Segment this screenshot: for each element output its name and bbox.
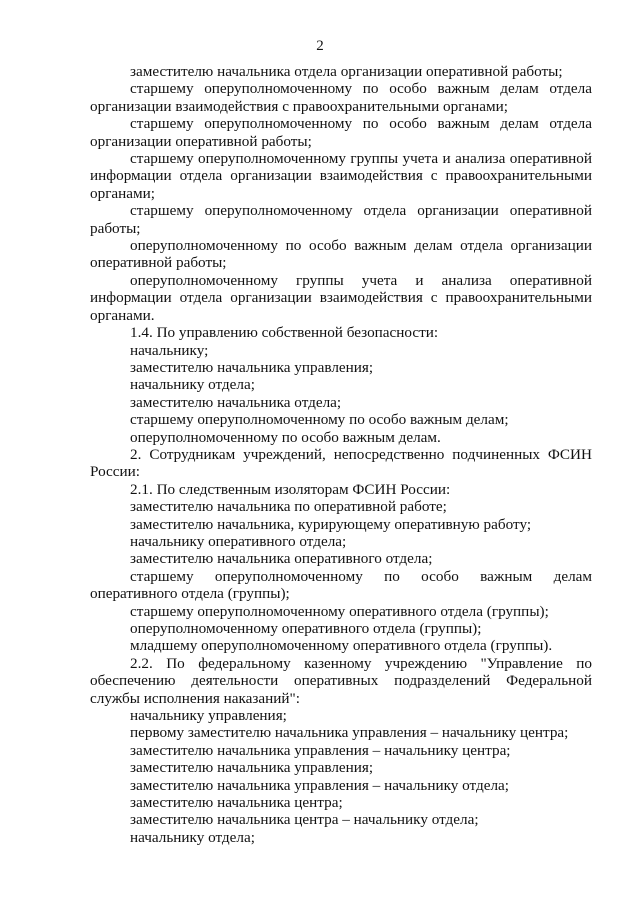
paragraph: заместителю начальника по оперативной работе; <box>130 498 447 516</box>
page-number: 2 <box>316 38 324 54</box>
paragraph: оперуполномоченному оперативного отдела (группы); <box>130 620 482 637</box>
paragraph: заместителю начальника отдела; <box>130 393 342 411</box>
paragraph: заместителю начальника центра – начальнику отдела; <box>130 811 479 829</box>
document-body <box>90 63 592 846</box>
paragraph: 1.4. По управлению собственной безопасности: <box>130 324 439 342</box>
paragraph: старшему оперуполномоченному по особо важным делам отдела организации оперативной работы; <box>90 115 592 150</box>
paragraph: оперуполномоченному по особо важным делам. <box>130 428 441 446</box>
paragraph: 2. Сотрудникам учреждений, непосредственно подчиненных ФСИН России: <box>90 445 592 481</box>
paragraph: 2.2. По федеральному казенному учреждению "Управление по обеспечению деятельности оперативных подразделений Федеральной службы исполнения наказаний": <box>90 654 592 707</box>
paragraph: заместителю начальника управления; <box>130 759 374 777</box>
paragraph: заместителю начальника оперативного отдела; <box>130 550 433 568</box>
paragraph: старшему оперуполномоченному оперативного отдела (группы); <box>130 602 549 620</box>
paragraph: начальнику отдела; <box>130 828 255 846</box>
paragraph: старшему оперуполномоченному по особо важным делам отдела организации взаимодействия с правоохранительными органами; <box>90 80 592 115</box>
paragraph: оперуполномоченному группы учета и анализа оперативной информации отдела организации взаимодействия с правоохранительными органами. <box>90 271 592 324</box>
paragraph: заместителю начальника управления – начальнику отдела; <box>130 776 509 794</box>
paragraph: младшему оперуполномоченному оперативного отдела (группы). <box>130 637 553 655</box>
paragraph: начальнику отдела; <box>130 376 255 394</box>
paragraph: заместителю начальника, курирующему оперативную работу; <box>130 515 532 533</box>
paragraph: 2.1. По следственным изоляторам ФСИН России: <box>130 480 451 498</box>
paragraph: старшему оперуполномоченному по особо важным делам; <box>130 411 509 429</box>
paragraph: заместителю начальника управления – начальнику центра; <box>130 741 511 759</box>
paragraph: начальнику; <box>130 341 209 359</box>
paragraph: заместителю начальника отдела организации оперативной работы; <box>130 63 563 80</box>
paragraph: старшему оперуполномоченному группы учета и анализа оперативной информации отдела организации взаимодействия с правоохранительными органами; <box>90 150 592 202</box>
paragraph: начальнику оперативного отдела; <box>130 532 347 550</box>
paragraph: старшему оперуполномоченному отдела организации оперативной работы; <box>90 202 592 237</box>
paragraph: старшему оперуполномоченному по особо важным делам оперативного отдела (группы); <box>90 567 592 603</box>
paragraph: заместителю начальника центра; <box>130 794 343 812</box>
paragraph: заместителю начальника управления; <box>130 358 374 376</box>
paragraph: начальнику управления; <box>130 707 287 725</box>
paragraph: оперуполномоченному по особо важным делам отдела организации оперативной работы; <box>90 237 592 272</box>
paragraph: первому заместителю начальника управления – начальнику центра; <box>130 724 569 742</box>
